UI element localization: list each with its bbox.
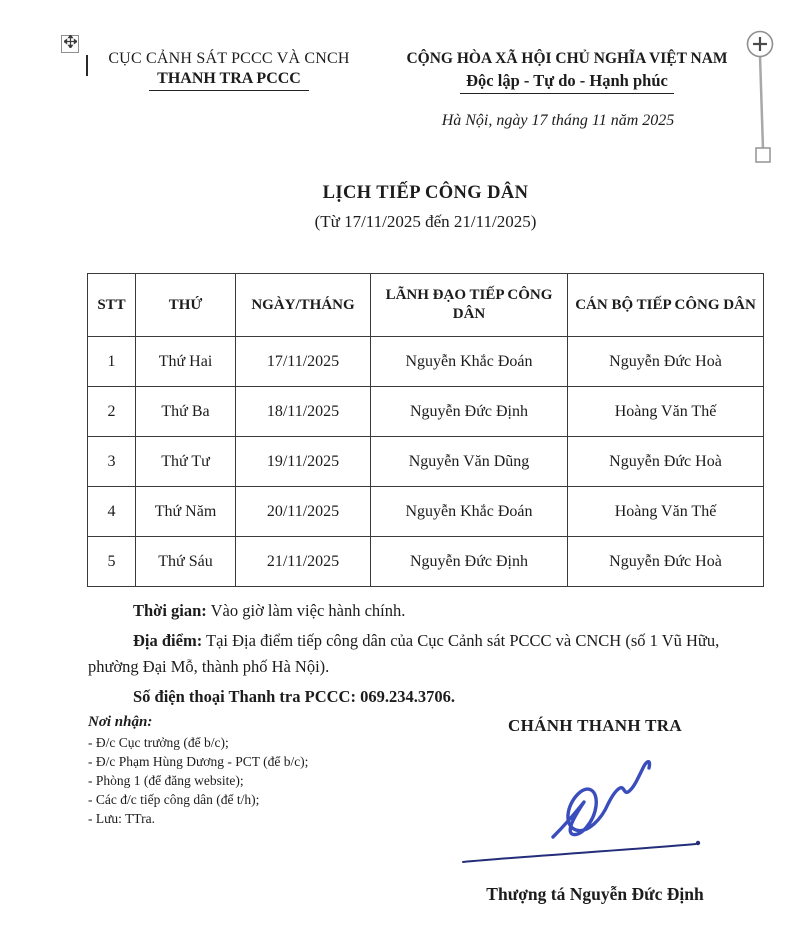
place-text: Tại Địa điểm tiếp công dân của Cục Cảnh sát PCCC và CNCH (số 1 Vũ Hữu, phường Đại Mỗ, thành phố Hà Nội).: [88, 631, 720, 676]
table-cell: Nguyễn Khắc Đoán: [371, 337, 568, 387]
table-row: [88, 487, 764, 537]
move-icon: [64, 35, 77, 53]
table-cell: 20/11/2025: [236, 487, 371, 537]
recipient-item: - Đ/c Cục trưởng (để b/c);: [88, 735, 229, 750]
approver-title: CHÁNH THANH TRA: [508, 716, 682, 735]
table-cell: 21/11/2025: [236, 537, 371, 587]
place-label: Địa điểm:: [133, 631, 203, 650]
table-cell: Nguyễn Đức Định: [371, 387, 568, 437]
table-row: [88, 337, 764, 387]
national-name: CỘNG HÒA XÃ HỘI CHỦ NGHĨA VIỆT NAM: [406, 50, 728, 67]
header-left: [84, 50, 374, 91]
dateline: Hà Nội, ngày 17 tháng 11 năm 2025: [441, 112, 675, 129]
org-unit-name: THANH TRA PCCC: [149, 70, 309, 91]
table-cell: 4: [88, 487, 136, 537]
signer-name: Thượng tá Nguyễn Đức Định: [486, 884, 704, 904]
table-row: [88, 437, 764, 487]
table-cell: 17/11/2025: [236, 337, 371, 387]
table-header-cell: NGÀY/THÁNG: [236, 274, 371, 337]
table-cell: Thứ Năm: [136, 487, 236, 537]
table-cell: Nguyễn Đức Hoà: [568, 337, 764, 387]
recipient-item: - Lưu: TTra.: [88, 811, 155, 826]
table-row: [88, 387, 764, 437]
notes-section: [88, 598, 766, 714]
table-cell: Nguyễn Đức Hoà: [568, 537, 764, 587]
table-header-cell: THỨ: [136, 274, 236, 337]
table-row: [88, 537, 764, 587]
table-header-cell: CÁN BỘ TIẾP CÔNG DÂN: [568, 274, 764, 337]
table-cell: 19/11/2025: [236, 437, 371, 487]
table-cell: 3: [88, 437, 136, 487]
page-subtitle: (Từ 17/11/2025 đến 21/11/2025): [314, 212, 537, 231]
plus-pin-icon: [738, 154, 782, 171]
header-right: [378, 50, 756, 94]
recipients-label: Nơi nhận:: [88, 714, 153, 730]
table-cell: Thứ Tư: [136, 437, 236, 487]
recipient-item: - Phòng 1 (để đăng website);: [88, 773, 244, 788]
signature-underline: [463, 843, 698, 862]
org-parent-name: CỤC CẢNH SÁT PCCC VÀ CNCH: [108, 50, 350, 67]
table-cell: Nguyễn Khắc Đoán: [371, 487, 568, 537]
table-cell: Thứ Sáu: [136, 537, 236, 587]
recipient-item: - Các đ/c tiếp công dân (để t/h);: [88, 792, 260, 807]
table-cell: 1: [88, 337, 136, 387]
signature-stroke: [553, 762, 650, 837]
national-motto: Độc lập - Tự do - Hạnh phúc: [460, 71, 674, 94]
table-cell: 5: [88, 537, 136, 587]
recipients-section: [88, 714, 388, 828]
time-text: Vào giờ làm việc hành chính.: [206, 601, 406, 620]
table-header-cell: LÃNH ĐẠO TIẾP CÔNG DÂN: [371, 274, 568, 337]
place-note: [88, 628, 766, 680]
table-cell: Hoàng Văn Thế: [568, 487, 764, 537]
schedule-head: [88, 274, 764, 337]
recipients-list: [88, 733, 388, 828]
time-note: [88, 598, 766, 624]
table-cell: Hoàng Văn Thế: [568, 387, 764, 437]
table-cell: Thứ Hai: [136, 337, 236, 387]
move-handle[interactable]: [61, 35, 79, 53]
table-cell: Nguyễn Đức Định: [371, 537, 568, 587]
table-header-cell: STT: [88, 274, 136, 337]
page-title: LỊCH TIẾP CÔNG DÂN: [322, 183, 529, 203]
schedule-table: [87, 273, 764, 587]
phone-note: Số điện thoại Thanh tra PCCC: 069.234.3706.: [133, 687, 455, 706]
table-cell: 18/11/2025: [236, 387, 371, 437]
table-cell: Nguyễn Văn Dũng: [371, 437, 568, 487]
recipient-item: - Đ/c Phạm Hùng Dương - PCT (để b/c);: [88, 754, 309, 769]
time-label: Thời gian:: [133, 601, 207, 620]
signature-area: [448, 752, 748, 882]
schedule-table-wrap: [87, 273, 764, 587]
table-cell: Thứ Ba: [136, 387, 236, 437]
anchor-pin-widget[interactable]: [738, 27, 782, 172]
table-header-row: [88, 274, 764, 337]
table-cell: 2: [88, 387, 136, 437]
table-cell: Nguyễn Đức Hoà: [568, 437, 764, 487]
schedule-body: [88, 337, 764, 587]
signature-ink: [463, 762, 700, 862]
